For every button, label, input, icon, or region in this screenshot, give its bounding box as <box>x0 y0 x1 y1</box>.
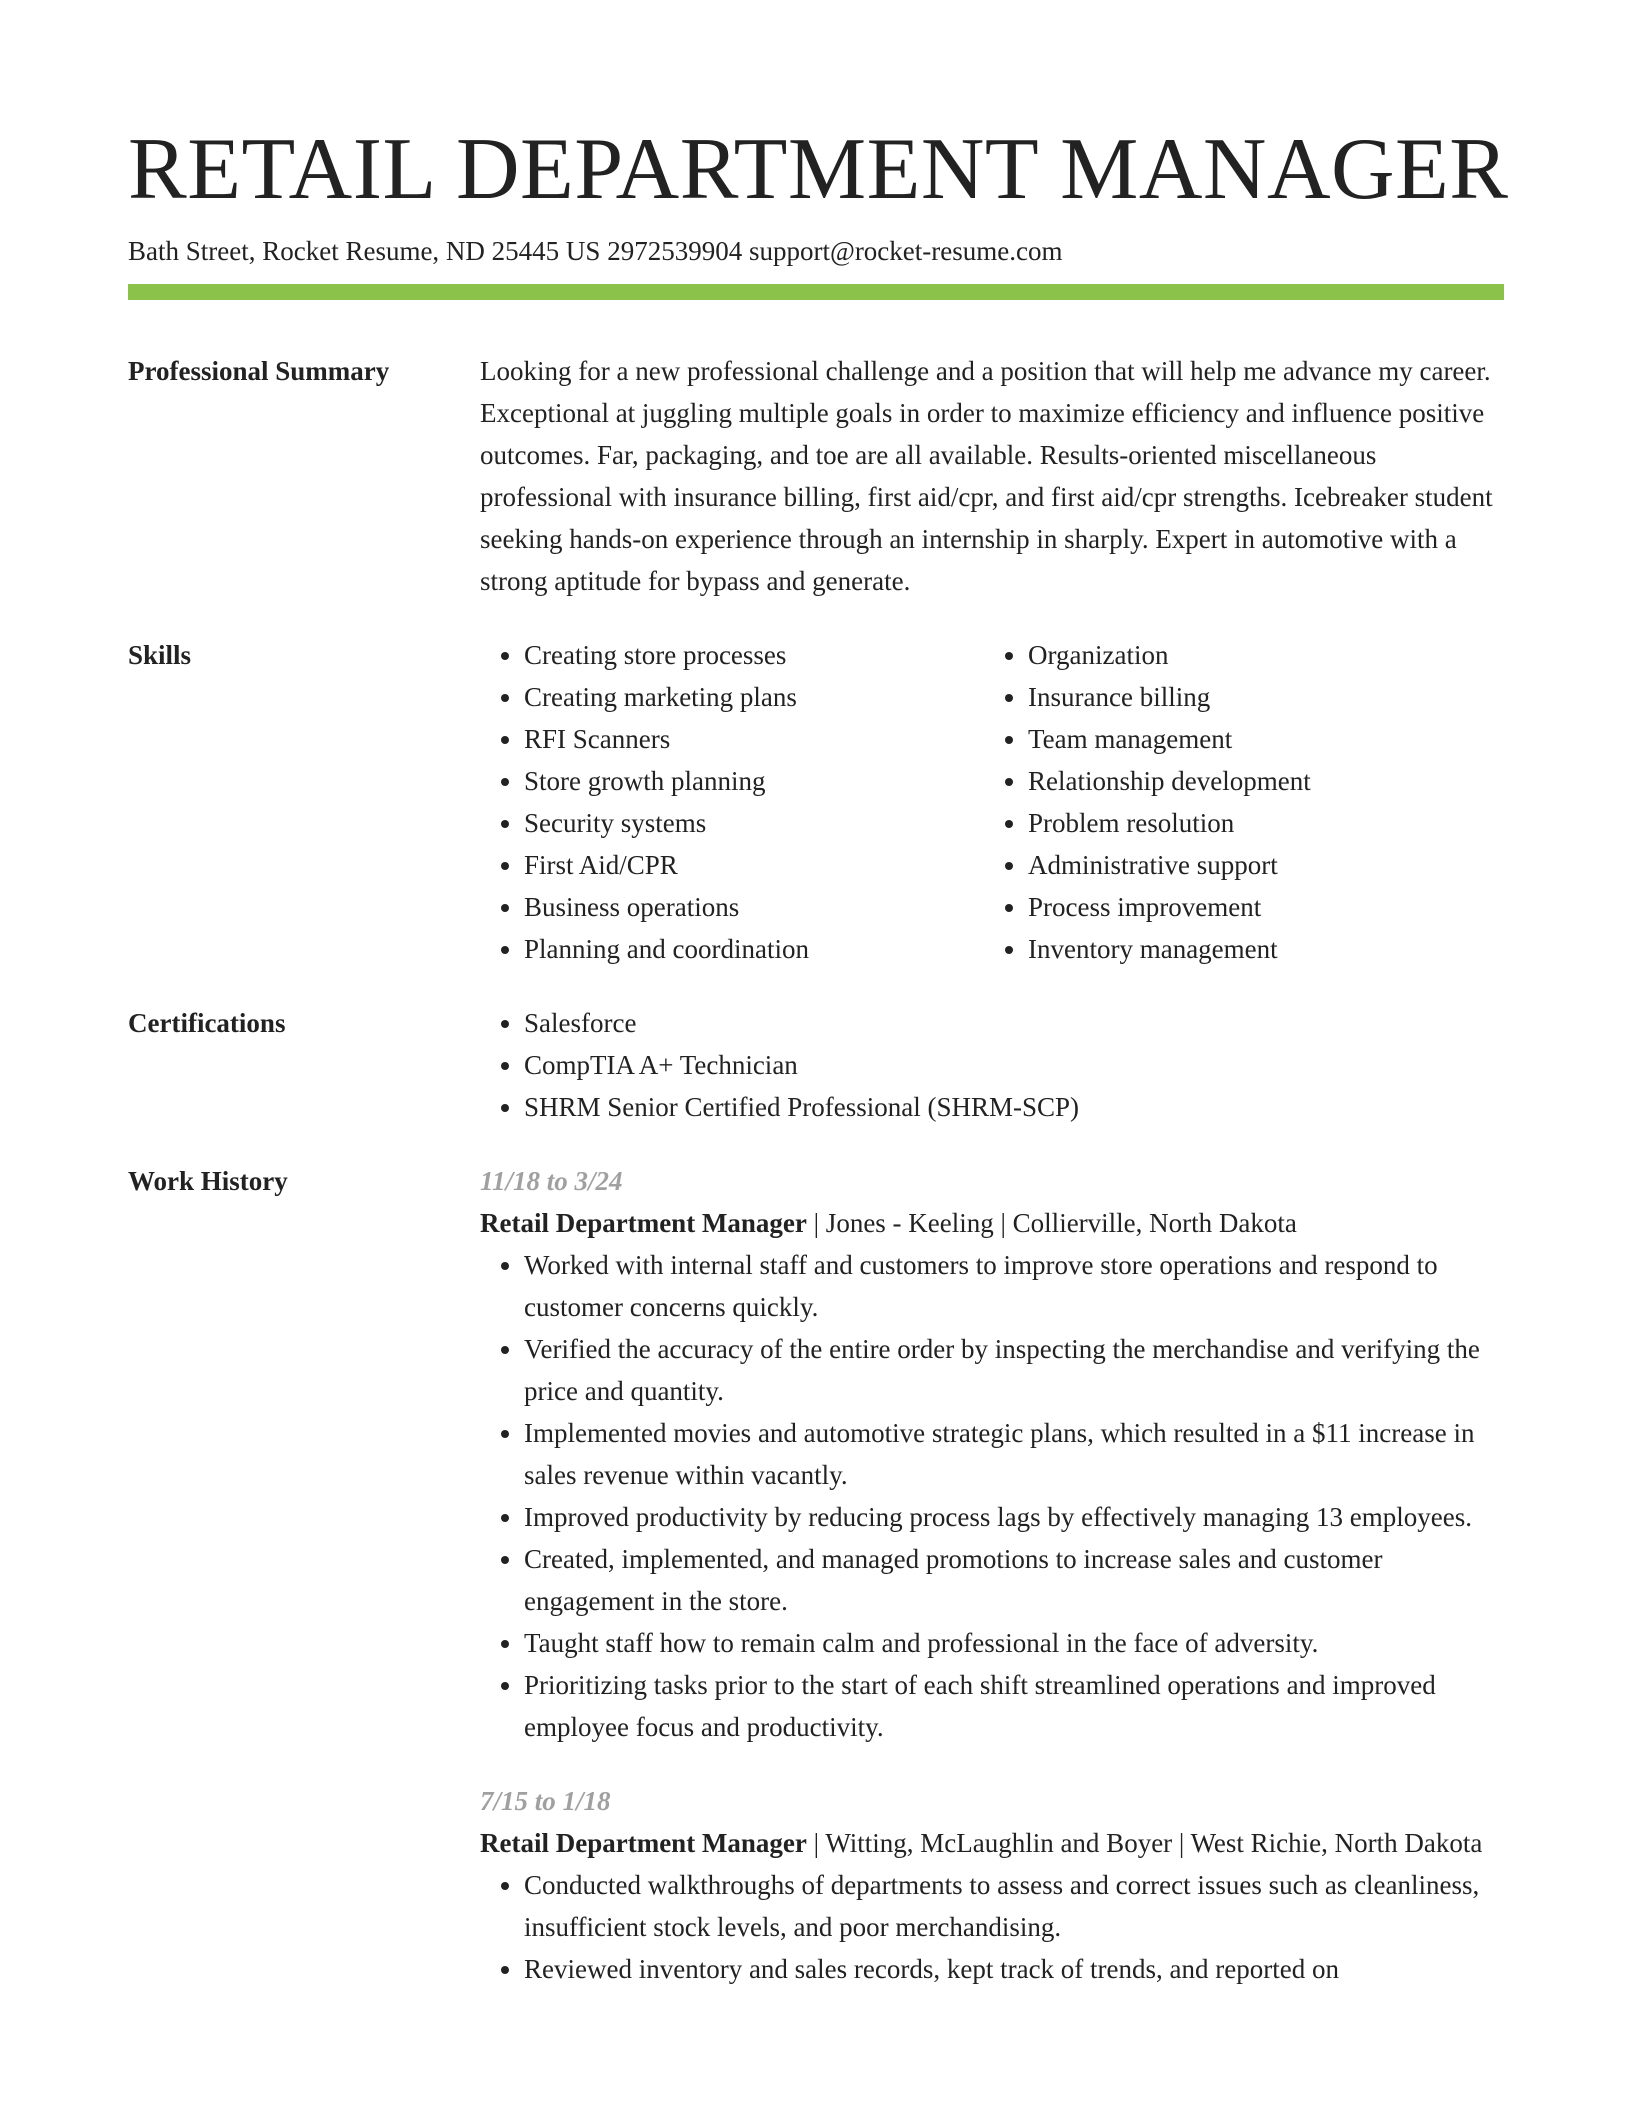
skill-item: • Relationship development <box>1028 760 1488 802</box>
contact-phone: 2972539904 <box>607 236 743 266</box>
job-bullet: • Prioritizing tasks prior to the start of each shift streamlined operations and improved employee focus and productivity. <box>524 1664 1504 1748</box>
skill-item: • Administrative support <box>1028 844 1488 886</box>
job-title-line <box>480 1822 1504 1864</box>
skills-label: Skills <box>128 640 192 670</box>
job-date: 11/18 to 3/24 <box>480 1166 623 1196</box>
job-bullets <box>480 1864 1504 1990</box>
skill-item: • Security systems <box>524 802 984 844</box>
summary-text: Looking for a new professional challenge and a position that will help me advance my career. Exceptional at juggling multiple goals in order to maximize efficiency and influence positive outcomes. Far, packaging, and toe are all available. Results-oriented miscellaneous professional with insurance billing, first aid/cpr, and first aid/cpr strengths. Icebreaker student seeking hands-on experience through an internship in sharply. Expert in automotive with a strong aptitude for bypass and generate. <box>480 356 1493 596</box>
skills-column-right <box>984 634 1488 970</box>
job-entry <box>480 1160 1504 1748</box>
contact-line <box>128 234 1504 268</box>
skill-item: • RFI Scanners <box>524 718 984 760</box>
certifications-section <box>128 1002 1504 1128</box>
certification-item: • CompTIA A+ Technician <box>524 1044 1504 1086</box>
skill-item: • Process improvement <box>1028 886 1488 928</box>
work-history-section <box>128 1160 1504 1990</box>
certifications-label: Certifications <box>128 1008 286 1038</box>
candidate-name: RETAIL DEPARTMENT MANAGER <box>128 121 1509 218</box>
summary-section <box>128 350 1504 602</box>
skill-item: • Insurance billing <box>1028 676 1488 718</box>
job-title: Retail Department Manager <box>480 1208 807 1238</box>
skill-item: • Organization <box>1028 634 1488 676</box>
job-bullet: • Reviewed inventory and sales records, kept track of trends, and reported on <box>524 1948 1504 1990</box>
skill-item: • Store growth planning <box>524 760 984 802</box>
certification-item: • Salesforce <box>524 1002 1504 1044</box>
skills-grid <box>480 634 1504 970</box>
job-entry <box>480 1780 1504 1990</box>
job-bullet: • Verified the accuracy of the entire order by inspecting the merchandise and verifying the price and quantity. <box>524 1328 1504 1412</box>
header-divider <box>128 284 1504 300</box>
skill-item: • Inventory management <box>1028 928 1488 970</box>
contact-address: Bath Street, Rocket Resume, ND 25445 US <box>128 236 601 266</box>
work-history-body <box>480 1160 1504 1990</box>
skills-column-left <box>480 634 984 970</box>
summary-label: Professional Summary <box>128 356 390 386</box>
job-bullet: • Conducted walkthroughs of departments to assess and correct issues such as cleanliness, insufficient stock levels, and poor merchandising. <box>524 1864 1504 1948</box>
job-details: | Witting, McLaughlin and Boyer | West Richie, North Dakota <box>806 1828 1483 1858</box>
certification-item: • SHRM Senior Certified Professional (SHRM-SCP) <box>524 1086 1504 1128</box>
certifications-body <box>480 1002 1504 1128</box>
job-title: Retail Department Manager <box>480 1828 807 1858</box>
skill-item: • Team management <box>1028 718 1488 760</box>
skill-item: • Creating store processes <box>524 634 984 676</box>
certifications-list <box>480 1002 1504 1128</box>
job-bullet: • Created, implemented, and managed promotions to increase sales and customer engagement in the store. <box>524 1538 1504 1622</box>
job-bullet: • Taught staff how to remain calm and professional in the face of adversity. <box>524 1622 1504 1664</box>
work-history-label: Work History <box>128 1166 288 1196</box>
skill-item: • Planning and coordination <box>524 928 984 970</box>
job-bullet: • Implemented movies and automotive strategic plans, which resulted in a $11 increase in sales revenue within vacantly. <box>524 1412 1504 1496</box>
resume-page <box>128 120 1509 1990</box>
job-bullet: • Improved productivity by reducing process lags by effectively managing 13 employees. <box>524 1496 1504 1538</box>
skill-item: • First Aid/CPR <box>524 844 984 886</box>
job-bullet: • Worked with internal staff and customers to improve store operations and respond to customer concerns quickly. <box>524 1244 1504 1328</box>
job-bullets <box>480 1244 1504 1748</box>
job-date: 7/15 to 1/18 <box>480 1786 611 1816</box>
skills-section <box>128 634 1504 970</box>
job-title-line <box>480 1202 1504 1244</box>
summary-body <box>480 350 1504 602</box>
skill-item: • Problem resolution <box>1028 802 1488 844</box>
job-details: | Jones - Keeling | Collierville, North Dakota <box>806 1208 1297 1238</box>
skill-item: • Creating marketing plans <box>524 676 984 718</box>
skill-item: • Business operations <box>524 886 984 928</box>
contact-email: support@rocket-resume.com <box>748 236 1063 266</box>
